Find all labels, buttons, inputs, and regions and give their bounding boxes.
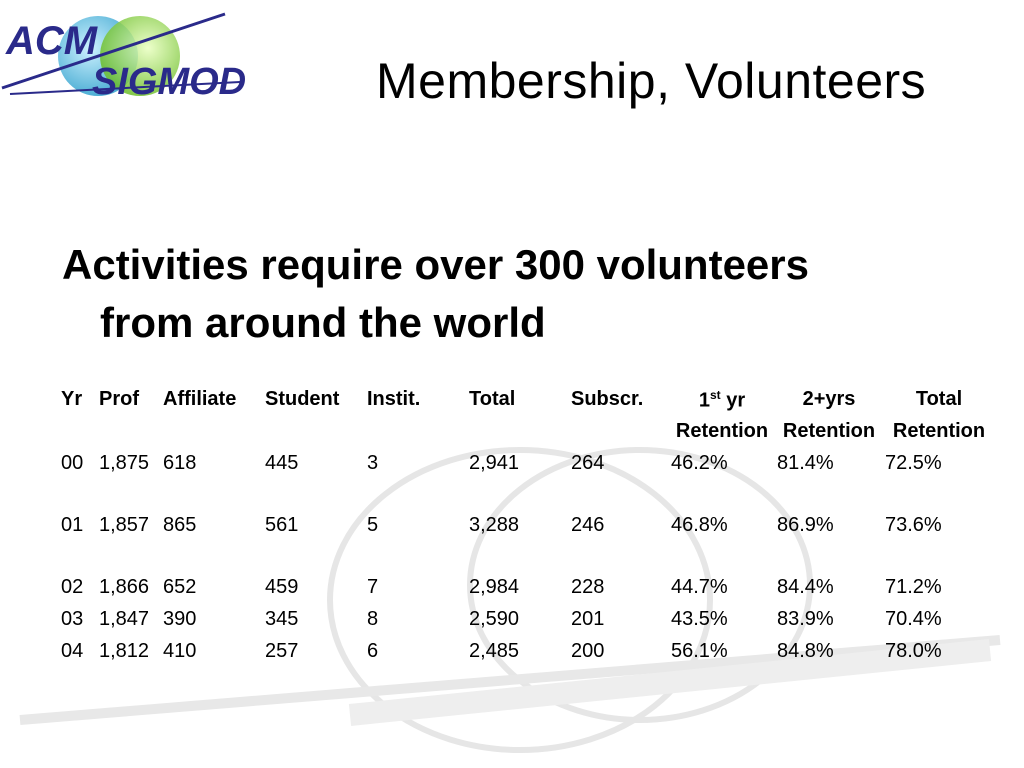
cell-student: 445 xyxy=(265,452,299,474)
header-retention-2: Retention xyxy=(782,420,876,442)
cell-total: 2,485 xyxy=(469,640,520,662)
cell-yr: 02 xyxy=(61,576,84,598)
row-spacer xyxy=(57,484,993,514)
cell-r2: 81.4% xyxy=(777,452,834,474)
header-total: Total xyxy=(469,388,516,410)
bullet-line-2: from around the world xyxy=(100,299,546,346)
table-row xyxy=(57,576,993,608)
logo-sigmod-text: SIGMOD xyxy=(92,61,247,100)
header-r1-number: 1 xyxy=(698,389,710,412)
acm-sigmod-logo xyxy=(0,8,270,100)
cell-student: 257 xyxy=(265,640,299,662)
header-retention-1: Retention xyxy=(675,420,769,442)
cell-r3: 73.6% xyxy=(885,514,942,536)
cell-student: 561 xyxy=(265,514,299,536)
cell-r2: 84.4% xyxy=(777,576,834,598)
cell-subscr: 228 xyxy=(571,576,605,598)
cell-r3: 70.4% xyxy=(885,608,942,630)
header-yr: Yr xyxy=(61,388,83,410)
table-row xyxy=(57,608,993,640)
slide-title: Membership, Volunteers xyxy=(376,53,927,109)
cell-r3: 72.5% xyxy=(885,452,942,474)
row-spacer xyxy=(57,546,993,576)
bullet-line-1: Activities require over 300 volunteers xyxy=(62,241,809,288)
cell-subscr: 201 xyxy=(571,608,605,630)
header-prof: Prof xyxy=(99,388,139,410)
cell-subscr: 246 xyxy=(571,514,605,536)
cell-r2: 83.9% xyxy=(777,608,834,630)
cell-total: 2,941 xyxy=(469,452,520,474)
cell-affiliate: 865 xyxy=(163,514,197,536)
header-r1-label: yr xyxy=(720,389,746,412)
logo-acm-text: ACM xyxy=(6,19,98,63)
cell-total: 2,984 xyxy=(469,576,520,598)
table-row xyxy=(57,452,993,484)
cell-instit: 6 xyxy=(367,640,379,662)
header-student: Student xyxy=(265,388,340,410)
cell-affiliate: 652 xyxy=(163,576,197,598)
cell-student: 345 xyxy=(265,608,299,630)
cell-instit: 7 xyxy=(367,576,379,598)
header-total-retention: Total xyxy=(915,388,963,410)
cell-prof: 1,812 xyxy=(99,640,150,662)
cell-r2: 84.8% xyxy=(777,640,834,662)
cell-total: 2,590 xyxy=(469,608,520,630)
header-r1-suffix: st xyxy=(709,388,721,402)
table-row xyxy=(57,640,993,672)
membership-table xyxy=(57,388,993,672)
cell-yr: 03 xyxy=(61,608,84,630)
header-subscr: Subscr. xyxy=(571,388,644,410)
cell-prof: 1,866 xyxy=(99,576,150,598)
cell-r1: 46.2% xyxy=(671,452,728,474)
header-retention-3: Retention xyxy=(892,420,986,442)
cell-r1: 46.8% xyxy=(671,514,728,536)
cell-prof: 1,847 xyxy=(99,608,150,630)
cell-subscr: 264 xyxy=(571,452,605,474)
cell-instit: 5 xyxy=(367,514,379,536)
header-affiliate: Affiliate xyxy=(163,388,237,410)
cell-r1: 56.1% xyxy=(671,640,728,662)
cell-instit: 3 xyxy=(367,452,379,474)
cell-r3: 71.2% xyxy=(885,576,942,598)
cell-subscr: 200 xyxy=(571,640,605,662)
cell-affiliate: 390 xyxy=(163,608,197,630)
cell-r3: 78.0% xyxy=(885,640,942,662)
cell-r1: 43.5% xyxy=(671,608,728,630)
cell-student: 459 xyxy=(265,576,299,598)
cell-yr: 01 xyxy=(61,514,84,536)
cell-yr: 00 xyxy=(61,452,84,474)
header-instit: Instit. xyxy=(367,388,421,410)
cell-prof: 1,875 xyxy=(99,452,150,474)
cell-instit: 8 xyxy=(367,608,379,630)
cell-prof: 1,857 xyxy=(99,514,150,536)
table-header-row xyxy=(57,388,993,420)
cell-r2: 86.9% xyxy=(777,514,834,536)
header-2plus-yrs-retention: 2+yrs xyxy=(802,388,856,410)
cell-affiliate: 410 xyxy=(163,640,197,662)
cell-r1: 44.7% xyxy=(671,576,728,598)
cell-affiliate: 618 xyxy=(163,452,197,474)
bullet-text xyxy=(62,236,992,352)
table-header-row-2 xyxy=(57,420,993,452)
table-row xyxy=(57,514,993,546)
cell-yr: 04 xyxy=(61,640,84,662)
cell-total: 3,288 xyxy=(469,514,520,536)
header-first-yr-retention xyxy=(667,388,773,420)
